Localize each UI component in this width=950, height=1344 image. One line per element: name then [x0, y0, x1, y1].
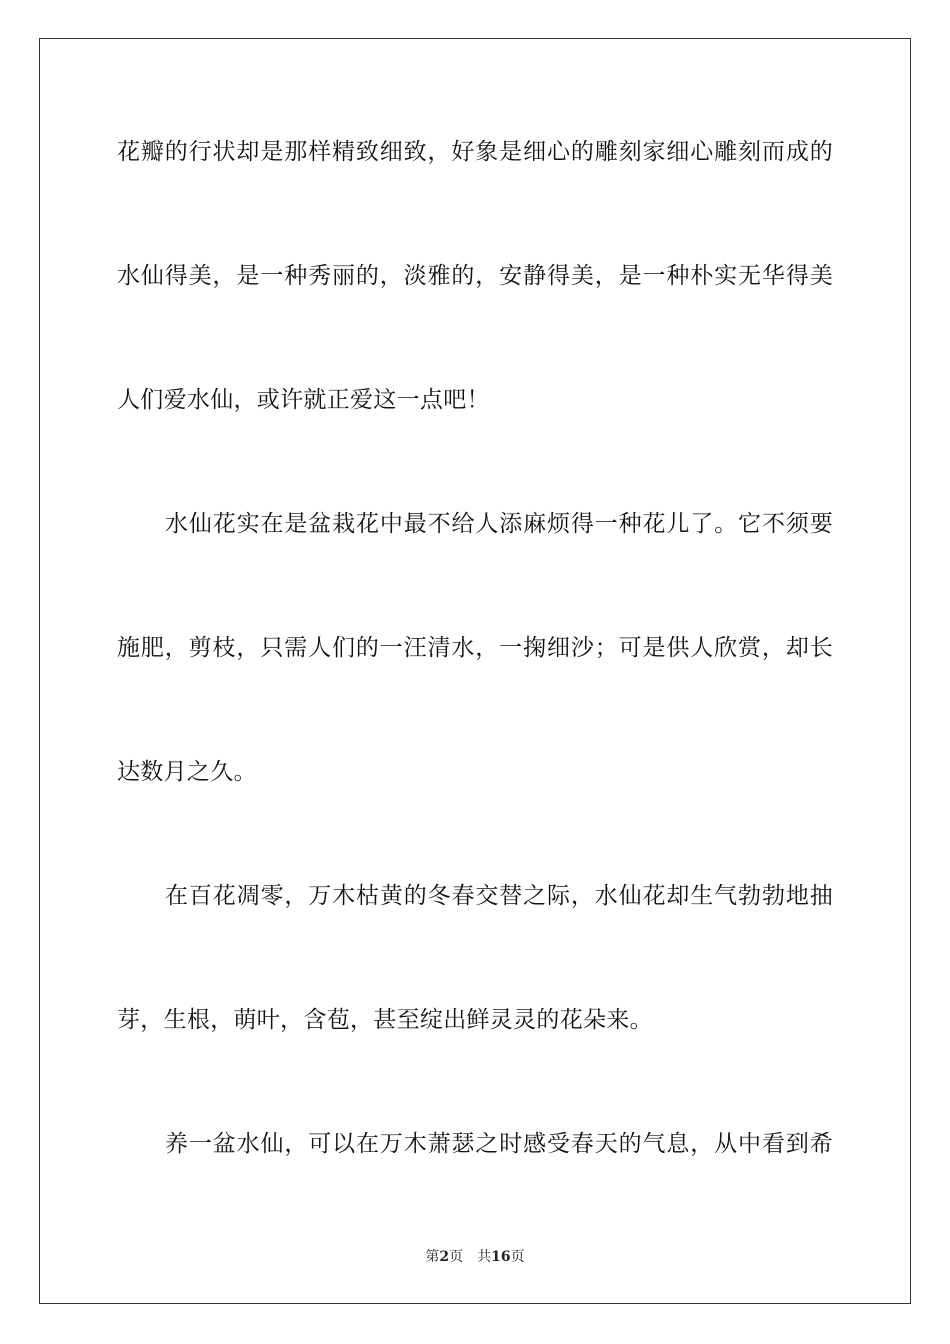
- text-line: 水仙得美，是一种秀丽的，淡雅的，安静得美，是一种朴实无华得美: [117, 263, 833, 289]
- text-line: 芽，生根，萌叶，含苞，甚至绽出鲜灵灵的花朵来。: [117, 1007, 653, 1033]
- page-prefix: 第: [425, 1249, 440, 1265]
- text-line: 达数月之久。: [117, 759, 257, 785]
- page-border: [39, 38, 911, 1304]
- total-prefix: 共: [477, 1249, 492, 1265]
- page-number: 2: [439, 1249, 450, 1265]
- paragraph-first-line: 在百花凋零，万木枯黄的冬春交替之际，水仙花却生气勃勃地抽: [165, 883, 833, 909]
- total-suffix: 页: [510, 1249, 525, 1265]
- total-pages: 16: [491, 1249, 511, 1265]
- page-footer: [0, 1247, 950, 1267]
- text-line: 花瓣的行状却是那样精致细致，好象是细心的雕刻家细心雕刻而成的: [117, 139, 833, 165]
- paragraph-first-line: 水仙花实在是盆栽花中最不给人添麻烦得一种花儿了。它不须要: [165, 511, 833, 537]
- page-suffix: 页: [449, 1249, 464, 1265]
- text-line: 施肥，剪枝，只需人们的一汪清水，一掬细沙；可是供人欣赏，却长: [117, 635, 833, 661]
- text-line: 人们爱水仙，或许就正爱这一点吧！: [117, 387, 490, 413]
- paragraph-first-line: 养一盆水仙，可以在万木萧瑟之时感受春天的气息，从中看到希: [165, 1131, 833, 1157]
